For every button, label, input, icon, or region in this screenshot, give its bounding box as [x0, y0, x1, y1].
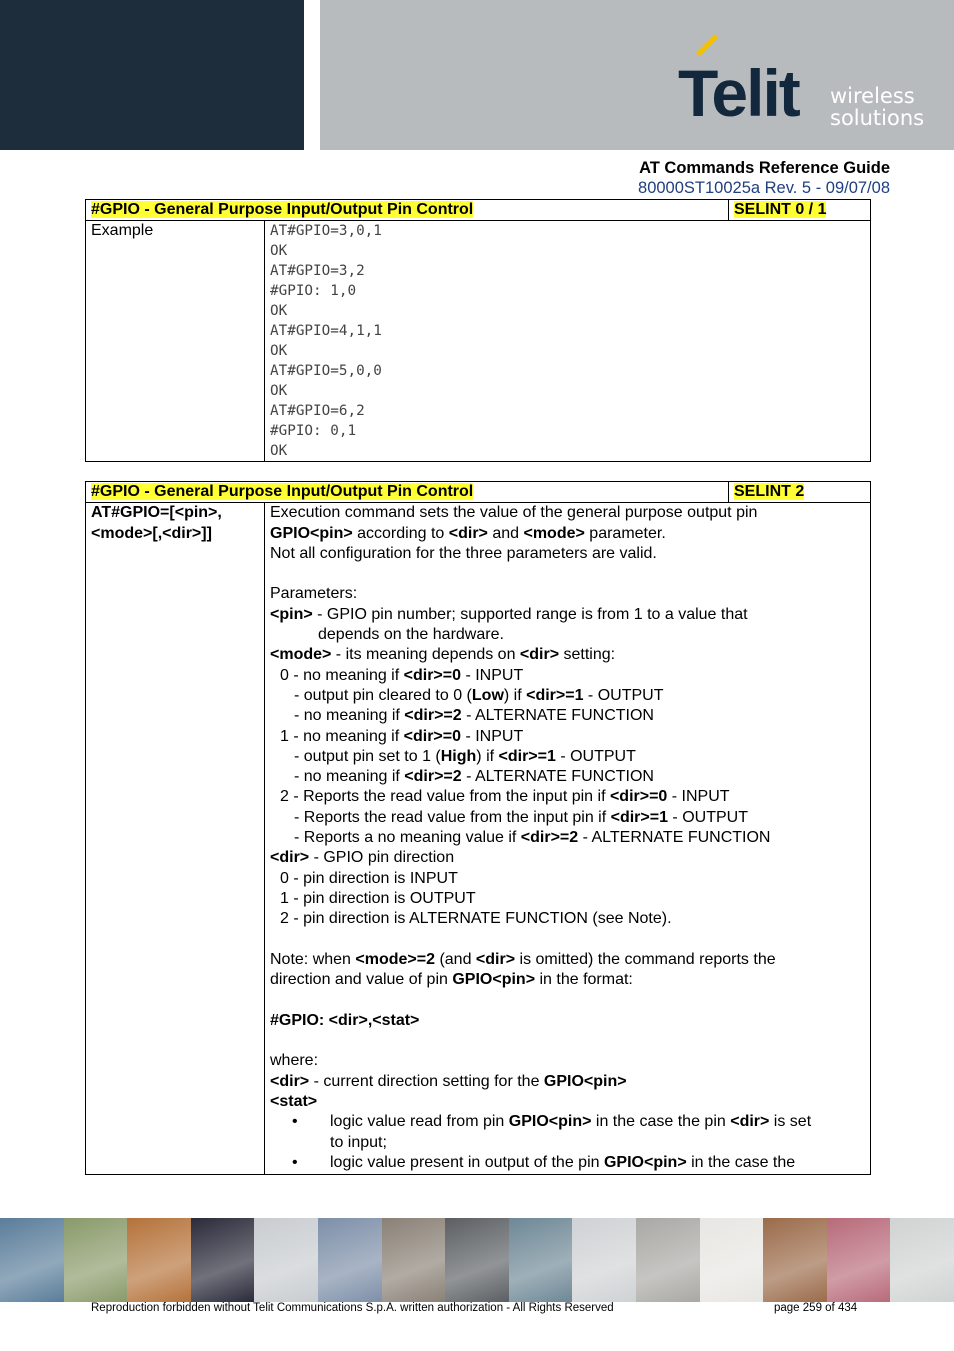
bullet-item: • logic value present in output of the pin GPIO<pin> in the case the	[270, 1153, 865, 1173]
example-code: AT#GPIO=3,0,1 OK AT#GPIO=3,2 #GPIO: 1,0 OK AT#GPIO=4,1,1 OK AT#GPIO=5,0,0 OK AT#GPIO=6,2 #GPIO: 0,1 OK	[265, 221, 871, 462]
footer-photo-tile	[127, 1218, 191, 1302]
telit-logo: Telit	[678, 56, 799, 130]
footer-photo-tile	[890, 1218, 954, 1302]
table1-title-cell	[86, 200, 729, 221]
header-dark-panel	[0, 0, 304, 150]
footer-photo-tile	[445, 1218, 509, 1302]
response-format: #GPIO: <dir>,<stat>	[270, 1011, 420, 1029]
page-number: page 259 of 434	[774, 1302, 858, 1314]
bullet-item: • logic value read from pin GPIO<pin> in the case the pin <dir> is set to input;	[292, 1113, 812, 1151]
doc-title: AT Commands Reference Guide	[639, 159, 890, 177]
footer-photo-tile	[509, 1218, 573, 1302]
example-label: Example	[86, 221, 265, 462]
footer-photo-tile	[700, 1218, 764, 1302]
footer-photo-tile	[382, 1218, 446, 1302]
table2-title: #GPIO - General Purpose Input/Output Pin Control	[91, 483, 474, 500]
table-selint-2	[85, 481, 871, 1175]
bullet-icon: •	[292, 1153, 298, 1171]
footer-photo-tile	[64, 1218, 128, 1302]
table1-title: #GPIO - General Purpose Input/Output Pin Control	[91, 201, 474, 218]
footer-photo-tile	[254, 1218, 318, 1302]
table1-selint-cell	[729, 200, 871, 221]
footer-photo-tile	[763, 1218, 827, 1302]
bullet-icon: •	[292, 1113, 298, 1131]
footer-photo-tile	[636, 1218, 700, 1302]
command-syntax: AT#GPIO=[<pin>, <mode>[,<dir>]]	[86, 503, 265, 1175]
footer-photo-tile	[827, 1218, 891, 1302]
footer-photo-tile	[191, 1218, 255, 1302]
footer-photo-strip	[0, 1218, 954, 1302]
logo-tagline: wireless solutions	[830, 84, 925, 130]
doc-revision: 80000ST10025a Rev. 5 - 09/07/08	[638, 179, 890, 197]
table2-selint: SELINT 2	[734, 483, 805, 500]
table2-title-cell	[86, 482, 729, 503]
table-selint-01	[85, 199, 871, 462]
footer-copyright: Reproduction forbidden without Telit Communications S.p.A. written authorization - All Rights Reserved	[91, 1302, 614, 1314]
command-description: Execution command sets the value of the general purpose output pin GPIO<pin> according to <dir> and <mode> parameter. Not all configuration for the three parameters are valid. Parameters: <pin> - GPIO pin number; supported range is from 1 to a value that depends on the hardware. <mode> - its meaning depends on <dir> setting: 0 - no meaning if <dir>=0 - INPUT - output pin cleared to 0 (Low) if <dir>=1 - OUTPUT - no meaning if <dir>=2 - ALTERNATE FUNCTION 1 - no meaning if <dir>=0 - INPUT - output pin set to 1 (High) if <dir>=1 - OUTPUT - no meaning if <dir>=2 - ALTERNATE FUNCTION 2 - Reports the read value from the input pin if <dir>=0 - INPUT - Reports the read value from the input pin if <dir>=1 - OUTPUT - Reports a no meaning value if <dir>=2 - ALTERNATE FUNCTION <dir> - GPIO pin direction 0 - pin direction is INPUT 1 - pin direction is OUTPUT 2 - pin direction is ALTERNATE FUNCTION (see Note). Note: when <mode>=2 (and <dir> is omitted) the command reports the direction and value of pin GPIO<pin> in the format: #GPIO: <dir>,<stat> where: <dir> - current direction setting for the GPIO<pin> <stat> • logic value read from pin GPIO<pin> in the case the pin <dir> is set to input; • logic value present in output of the pin GPIO<pin> in the case the	[265, 503, 871, 1175]
footer-photo-tile	[0, 1218, 64, 1302]
footer-photo-tile	[572, 1218, 636, 1302]
footer-photo-tile	[318, 1218, 382, 1302]
table1-selint: SELINT 0 / 1	[734, 201, 827, 218]
table2-selint-cell	[729, 482, 871, 503]
